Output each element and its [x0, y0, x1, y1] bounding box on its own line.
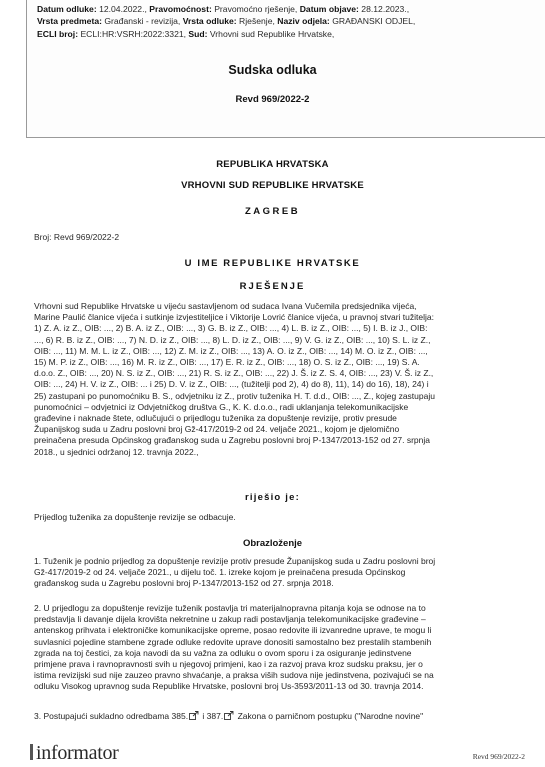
logo-bar-icon — [30, 744, 33, 760]
decision-date-label: Datum odluke: — [37, 4, 97, 14]
metadata-line-1 — [37, 3, 415, 15]
text-line: Vrhovni sud Republike Hrvatske u vijeću sastavljenom od sudaca Ivana Vučemila predsjednika vijeća, — [34, 301, 417, 311]
text-fragment: 3. Postupajući sukladno odredbama 385. — [34, 711, 189, 721]
text-line: antenskog prihvata i elektroničke komunikacijske opreme, posao redovite ili izvanredne uprave, te mogu li — [34, 625, 432, 636]
case-type-label: Vrsta predmeta: — [37, 16, 102, 27]
text-line: 1) Z. A. iz Z., OIB: ..., 2) B. A. iz Z., OIB: ..., 3) G. B. iz Z., OIB: ..., 4) L. B. iz Z., OIB: ..., 5) I. B. iz J., OIB: — [34, 323, 428, 334]
decision-date-value: 12.04.2022., — [96, 4, 150, 14]
metadata-block — [37, 3, 415, 40]
decision-title: RJEŠENJE — [239, 281, 306, 292]
text-line: Županijskog suda u Zadru poslovni broj Gž-417/2019-2 od 24. veljače 2021., kojom je djelomično — [34, 424, 400, 435]
reasoning-paragraph-1 — [34, 556, 519, 590]
text-line: građanskog suda u Zagrebu poslovni broj P-1347/2013-152 od 27. srpnja 2018. — [34, 578, 334, 589]
publish-date-value: 28.12.2023., — [358, 4, 410, 14]
text-line: građevine i naknade štete, odlučujući o prijedlogu tuženika za dopuštenje revizije, protiv presude — [34, 413, 397, 424]
text-line: predstavlja li davanje dijela krovišta nekretnine u zakup radi postavljanja telekomunikacijske građevine – — [34, 614, 426, 625]
external-link-icon[interactable] — [224, 711, 234, 720]
text-line: istima revizijski sud nije zauzeo pravno shvaćanje, a praksa viših sudova nije jedinstvena, pozivajući se na — [34, 670, 434, 681]
finality-label: Pravomoćnost: — [149, 4, 212, 14]
text-line: suvlasnici pojedine stambene zgrade odluke redovite uprave donositi samostalno bez prestalih stambenih — [34, 636, 432, 647]
court-label: Sud: — [188, 28, 208, 39]
intro-paragraph — [34, 301, 519, 458]
text-line: 25) zastupani po punomoćniku B. S., odvjetniku iz Z., protiv tuženika H. T. d.d., OIB: ..., Z., kojeg zastupaju — [34, 390, 435, 401]
footer-reference: Revd 969/2022-2 — [472, 752, 525, 761]
reasoning-paragraph-2 — [34, 603, 519, 693]
text-line: Marine Paulić članice vijeća i sutkinje izvjestiteljice i Viktorije Lovrić članice vijeća, u pravnoj stvari tužitelja: — [34, 312, 434, 323]
text-line: 1. Tuženik je podnio prijedlog za dopuštenje revizije protiv presude Županijskog suda u Zadru poslovni broj — [34, 556, 436, 566]
text-line: 15) M. P. iz Z., OIB: ..., 16) M. R. iz Z., OIB: ..., 17) E. R. iz Z., OIB: ..., 18) O. S. iz Z., OIB: ..., 19) S. A. — [34, 357, 420, 368]
case-number: Broj: Revd 969/2022-2 — [34, 232, 120, 242]
page-footer — [0, 742, 545, 767]
in-name-heading: U IME REPUBLIKE HRVATSKE — [184, 258, 361, 269]
text-line: punomoćnici – odvjetnici iz Odvjetničkog društva G., K. K. d.o.o., radi uklanjanja telekomunikacijske — [34, 401, 409, 412]
text-line: d.o.o. Z., OIB: ..., 20) N. S. iz Z., OIB: ..., 21) R. S. iz Z., OIB: ..., 22) J. Š. iz Z. S. 4, OIB: ..., 23) V. Š. iz Z., — [34, 368, 434, 379]
metadata-line-3 — [37, 28, 415, 40]
text-line: primjene prava i ravnopravnosti svih u njegovoj primjeni, kao i za razvoj prava kroz sudsku praksu, jer o — [34, 659, 423, 670]
resolved-heading: riješio je: — [245, 492, 300, 503]
ecli-value: ECLI:HR:VSRH:2022:3321, — [78, 28, 189, 39]
text-line: ..., 6) R. B. iz Z., OIB: ..., 7) N. D. iz Z., OIB: ..., 8) L. D. iz Z., OIB: ..., 9) V. G. iz Z., OIB: ..., 10) S. L. iz Z., — [34, 334, 431, 345]
logo-text: informator — [36, 742, 119, 764]
dispositive-text: Prijedlog tuženika za dopuštenje revizije se odbacuje. — [34, 512, 236, 522]
informator-logo — [30, 742, 119, 765]
case-type-value: Građanski - revizija, — [101, 16, 183, 27]
text-line: zgrada na toj čestici, za koja navodi da su važna za odluku o ovom sporu i za osiguranje jedinstvene — [34, 647, 412, 658]
text-line: Gž-417/2019-2 od 24. veljače 2021., u dijelu toč. 1. izreke kojom je preinačena presuda Općinskog — [34, 567, 406, 578]
external-link-icon[interactable] — [189, 711, 199, 720]
city-heading: ZAGREB — [244, 206, 301, 217]
finality-value: Pravomoćno rješenje, — [211, 4, 300, 14]
text-line: 2. U prijedlogu za dopuštenje revizije tuženik postavlja tri materijalnopravna pitanja koja se odnose na to — [34, 603, 426, 613]
decision-type-value: Rješenje, — [236, 16, 278, 27]
document-number: Revd 969/2022-2 — [235, 94, 310, 105]
text-line: OIB: ..., 24) H. V. iz Z., OIB: ... i 25) D. V. iz Z., OIB: ..., (tužitelji pod 2), 4) do 8), 11), 14) do 16), 18), 24) i — [34, 379, 429, 390]
reasoning-heading: Obrazloženje — [242, 538, 303, 549]
text-line: 2018., u sjednici održanoj 12. travnja 2022., — [34, 446, 199, 457]
department-value: GRAĐANSKI ODJEL, — [329, 16, 416, 27]
reasoning-paragraph-3 — [34, 711, 519, 722]
text-fragment: i 387. — [200, 711, 224, 721]
court-value: Vrhovni sud Republike Hrvatske, — [207, 28, 335, 39]
text-fragment: Zakona o parničnom postupku ("Narodne novine" — [235, 711, 424, 721]
metadata-line-2 — [37, 15, 415, 27]
republic-heading: REPUBLIKA HRVATSKA — [216, 159, 329, 170]
department-label: Naziv odjela: — [277, 16, 330, 27]
decision-type-label: Vrsta odluke: — [182, 16, 237, 27]
text-line: OIB: ..., 11) M. M. L. iz Z., OIB: ..., 12) Z. M. iz Z., OIB: ..., 13) A. O. iz Z., OIB: ..., 14) M. O. iz Z., OIB: ..., — [34, 345, 428, 356]
court-heading: VRHOVNI SUD REPUBLIKE HRVATSKE — [181, 180, 364, 191]
ecli-label: ECLI broj: — [37, 28, 79, 39]
text-line: preinačena presuda Općinskog građanskog suda u Zagrebu poslovni broj P-1347/2013-152 od 27. srpnja — [34, 435, 430, 446]
document-type-title: Sudska odluka — [228, 63, 317, 77]
publish-date-label: Datum objave: — [299, 4, 359, 14]
text-line: odluku Visokog upravnog suda Republike Hrvatske, poslovni broj Us-3593/2011-13 od 30. travnja 2014. — [34, 681, 424, 692]
